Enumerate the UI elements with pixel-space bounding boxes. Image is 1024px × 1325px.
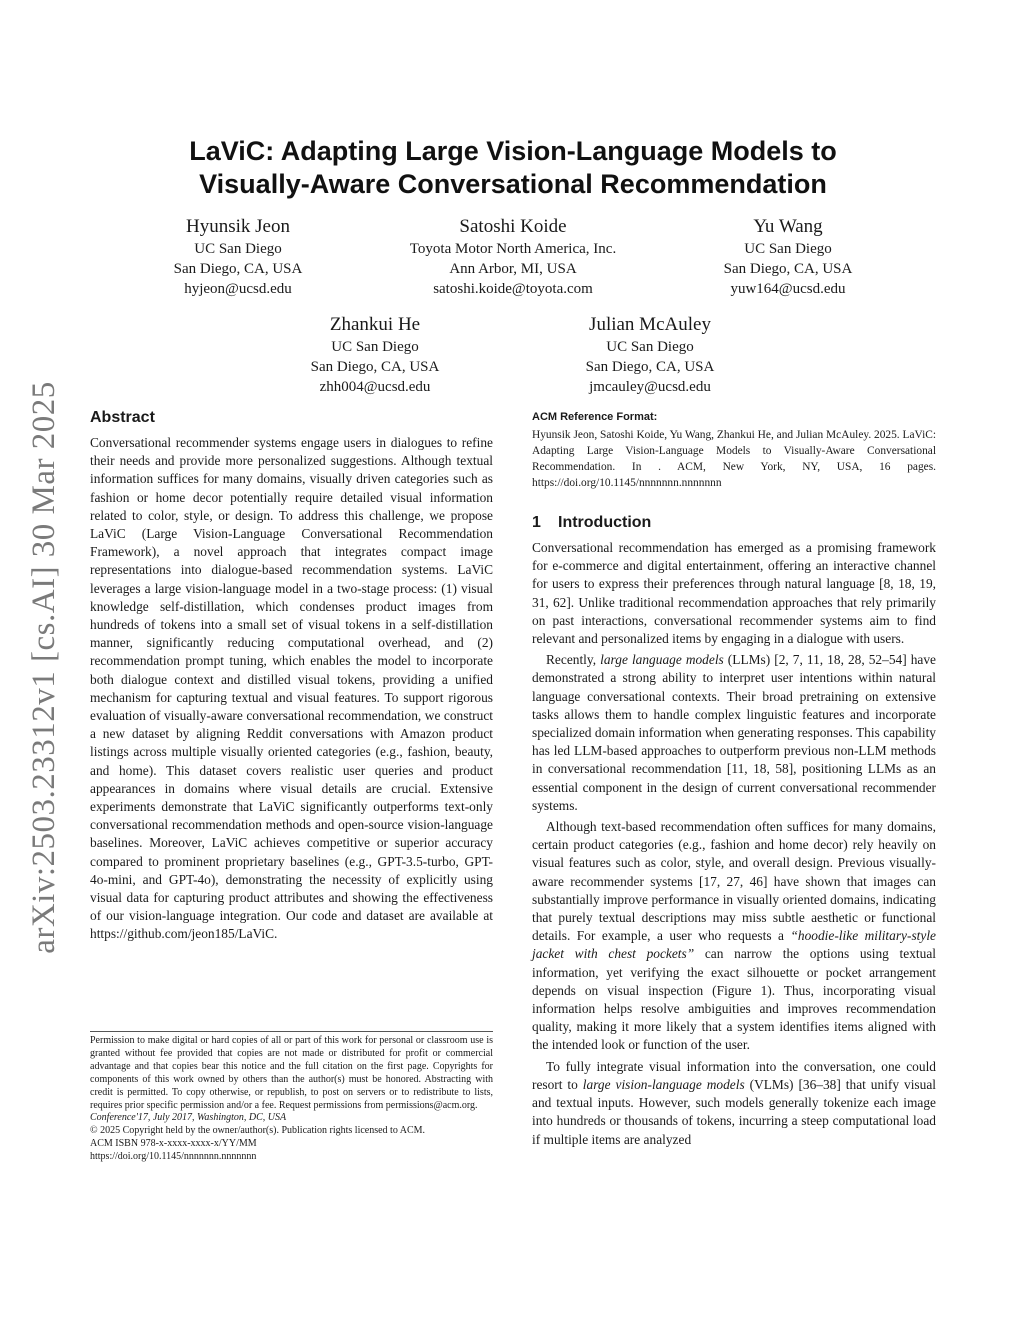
intro-p2-emphasis: large language models xyxy=(600,652,724,668)
intro-p3-text-b: can narrow the options using textual information, yet verifying the exact silhouette or pocket arrangement depends on visual inspection (Figure 1). Thus, incorporating visual information helps resolve ambiguities and improves recommendation quality, making it more likely that a system identifies items aligned with the intended look or function of the user. xyxy=(532,946,936,1053)
intro-p3-emphasis: “hoodie-like military-style jacket with chest pockets” xyxy=(532,928,936,962)
right-column xyxy=(532,410,936,1149)
author-name: Julian McAuley xyxy=(589,314,711,335)
intro-p4-emphasis: large vision-language models xyxy=(582,1076,745,1092)
footnote-isbn: ACM ISBN 978-x-xxxx-xxxx-x/YY/MM xyxy=(90,1138,257,1150)
author-location: San Diego, CA, USA xyxy=(585,359,715,375)
author-name: Yu Wang xyxy=(753,216,823,237)
author-email: satoshi.koide@toyota.com xyxy=(433,281,593,297)
author-name: Satoshi Koide xyxy=(459,216,567,237)
author-affiliation: UC San Diego xyxy=(744,241,832,257)
footnote-copyright: © 2025 Copyright held by the owner/author(s). Publication rights licensed to ACM. xyxy=(90,1125,426,1137)
introduction-section xyxy=(532,513,936,1149)
author-email: hyjeon@ucsd.edu xyxy=(184,281,292,297)
author-location: San Diego, CA, USA xyxy=(173,261,303,277)
arxiv-identifier-stamp xyxy=(14,367,74,967)
author-affiliation: UC San Diego xyxy=(194,241,282,257)
abstract-heading: Abstract xyxy=(90,409,155,426)
footnote-conference: Conference'17, July 2017, Washington, DC, USA xyxy=(90,1112,287,1124)
intro-p2-text-b: (LLMs) [2, 7, 11, 18, 28, 52–54] have demonstrated a strong ability to interpret user intentions within natural language conversational contexts. Their broad pretraining on extensive tasks allows them to handle complex linguistic features and incorporate specialized domain information when generating responses. This capability has led LLM-based approaches to outperform previous non-LLM methods in conversational recommendation [11, 18, 58], positioning LLMs as an essential component in the design of current conversational recommender systems. xyxy=(532,652,936,813)
section-title: Introduction xyxy=(558,514,652,531)
author-affiliation: UC San Diego xyxy=(331,339,419,355)
author-location: San Diego, CA, USA xyxy=(723,261,853,277)
abstract-text: Conversational recommender systems engage users in dialogues to refine their needs and provide more personalized suggestions. Although textual information suffices for many domains, visually driven categories such as fashion or home decor potentially require detailed visual information related to color, style, or design. To address this challenge, we propose LaViC (Large Vision-Language Conversational Recommendation Framework), a novel approach that integrates compact image representations into dialogue-based recommendation systems. LaViC leverages a large vision-language model in a two-stage process: (1) visual knowledge self-distillation, which condenses product images from hundreds of tokens into a small set of visual tokens in a self-distillation manner, significantly reducing computational overhead, and (2) recommendation prompt tuning, which enables the model to incorporate both dialogue context and distilled visual tokens, providing a unified mechanism for capturing textual and visual features. To support rigorous evaluation of visually-aware conversational recommendation, we construct a new dataset by aligning Reddit conversations with Amazon product listings across multiple visually oriented categories (e.g., fashion, beauty, and home). This dataset covers realistic user queries and product appearances in domains where visual details are crucial. Extensive experiments demonstrate that LaViC significantly outperforms text-only conversational recommendation methods and open-source vision-language baselines. Moreover, LaViC achieves competitive or superior accuracy compared to prominent proprietary baselines (e.g., GPT-3.5-turbo, GPT-4o-mini, and GPT-4o), demonstrating the necessity of explicitly using visual data for capturing product attributes and showing the effectiveness of our vision-language integration. Our code and dataset are available at https://github.com/jeon185/LaViC. xyxy=(90,435,493,942)
paper-title-line-1: LaViC: Adapting Large Vision-Language Models to xyxy=(189,136,837,166)
intro-paragraph-4 xyxy=(532,1058,936,1149)
author-email: jmcauley@ucsd.edu xyxy=(589,379,711,395)
author-name: Hyunsik Jeon xyxy=(186,216,290,237)
footnote-doi: https://doi.org/10.1145/nnnnnnn.nnnnnnn xyxy=(90,1151,257,1163)
acm-reference-heading: ACM Reference Format: xyxy=(532,411,658,423)
author-name: Zhankui He xyxy=(329,314,421,335)
intro-p3-text-a: Although text-based recommendation often suffices for many domains, certain product categories (e.g., fashion and home decor) rely heavily on visual features such as color, style, and overall design. Previous visually-aware recommender systems [17, 27, 46] have shown that images can substantially improve performance in visually oriented domains, indicating that purely textual descriptions may miss subtle aesthetic or functional details. For example, a user who requests a xyxy=(532,819,936,944)
intro-paragraph-3 xyxy=(532,818,936,1055)
intro-p2-text-a: Recently, xyxy=(546,652,601,668)
author-affiliation: UC San Diego xyxy=(606,339,694,355)
intro-p4-text-a: To fully integrate visual information into the conversation, one could resort to xyxy=(532,1058,936,1092)
author-affiliation: Toyota Motor North America, Inc. xyxy=(409,241,617,257)
author-block-3 xyxy=(688,215,888,299)
author-block-1 xyxy=(138,215,338,299)
author-location: San Diego, CA, USA xyxy=(310,359,440,375)
author-block-2 xyxy=(368,215,658,299)
footnote-permission: Permission to make digital or hard copies of all or part of this work for personal or classroom use is granted without fee provided that copies are not made or distributed for profit or commercial advantage and that copies bear this notice and the full citation on the first page. Copyrights for components of this work owned by others than the author(s) must be honored. Abstracting with credit is permitted. To copy otherwise, or republish, to post on servers or to redistribute to lists, requires prior specific permission and/or a fee. Request permissions from permissions@acm.org. xyxy=(90,1035,493,1111)
acm-reference-text: Hyunsik Jeon, Satoshi Koide, Yu Wang, Zhankui He, and Julian McAuley. 2025. LaViC: Adapting Large Vision-Language Models to Visually-Aware Conversational Recommendation. In . ACM, New York, NY, USA, 16 pages. https://doi.org/10.1145/nnnnnnn.nnnnnnn xyxy=(532,429,936,489)
author-block-4 xyxy=(275,313,475,397)
introduction-heading xyxy=(532,513,936,533)
section-number: 1 xyxy=(532,514,541,531)
intro-paragraph-1: Conversational recommendation has emerged as a promising framework for e-commerce and digital entertainment, offering an interactive channel for users to express their preferences through natural language [8, 18, 19, 31, 62]. Unlike traditional recommendation approaches that rely primarily on past interactions, conversational recommender systems aim to find relevant and personalized items by engaging in a dialogue with users. xyxy=(532,540,936,647)
intro-p4-text-b: (VLMs) [36–38] that unify visual and textual inputs. However, such models generally tokenize each image into hundreds or thousands of tokens, incurring a steep computational load if multiple items are analyzed xyxy=(532,1076,936,1147)
author-block-5 xyxy=(550,313,750,397)
author-email: zhh004@ucsd.edu xyxy=(319,379,431,395)
permission-footnote xyxy=(90,1031,493,1164)
left-column xyxy=(90,408,493,944)
author-location: Ann Arbor, MI, USA xyxy=(449,261,577,277)
author-email: yuw164@ucsd.edu xyxy=(730,281,846,297)
intro-paragraph-2 xyxy=(532,651,936,815)
paper-title-line-2: Visually-Aware Conversational Recommendation xyxy=(199,169,827,199)
paper-title xyxy=(90,135,936,201)
arxiv-identifier-text: arXiv:2503.23312v1 [cs.AI] 30 Mar 2025 xyxy=(25,380,62,954)
